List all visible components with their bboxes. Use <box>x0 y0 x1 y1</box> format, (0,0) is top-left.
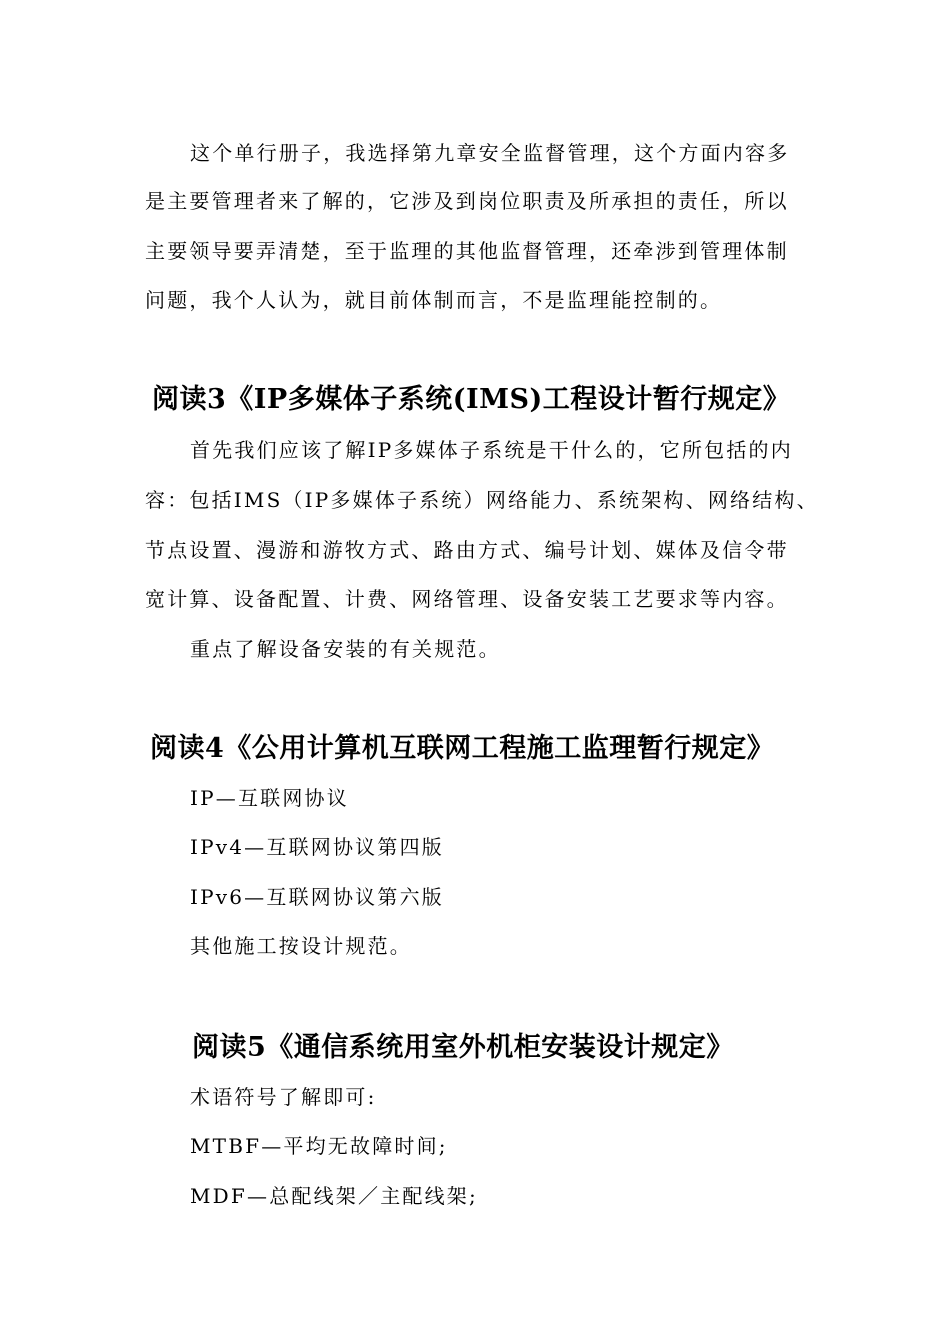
section-4-line-3: IPv6—互联网协议第六版 <box>190 885 444 909</box>
intro-line-4: 问题，我个人认为，就目前体制而言，不是监理能控制的。 <box>145 288 723 312</box>
intro-line-3: 主要领导要弄清楚，至于监理的其他监督管理，还牵涉到管理体制 <box>145 239 789 263</box>
section-4-heading: 阅读4《公用计算机互联网工程施工监理暂行规定》 <box>150 733 775 764</box>
section-5-heading: 阅读5《通信系统用室外机柜安装设计规定》 <box>192 1032 734 1063</box>
section-4-line-1: IP—互联网协议 <box>190 786 349 810</box>
section-3-heading: 阅读3《IP多媒体子系统(IMS)工程设计暂行规定》 <box>152 384 791 415</box>
section-3-line-3: 节点设置、漫游和游牧方式、路由方式、编号计划、媒体及信令带 <box>145 538 789 562</box>
section-5-line-3: MDF—总配线架／主配线架; <box>190 1184 478 1208</box>
section-3-line-5: 重点了解设备安装的有关规范。 <box>190 637 501 661</box>
section-3-line-1: 首先我们应该了解IP多媒体子系统是干什么的，它所包括的内 <box>190 438 793 462</box>
section-4-line-2: IPv4—互联网协议第四版 <box>190 835 444 859</box>
section-5-line-2: MTBF—平均无故障时间; <box>190 1134 448 1158</box>
section-4-line-4: 其他施工按设计规范。 <box>190 934 412 958</box>
section-3-line-4: 宽计算、设备配置、计费、网络管理、设备安装工艺要求等内容。 <box>145 587 789 611</box>
section-3-line-2: 容：包括IMS（IP多媒体子系统）网络能力、系统架构、网络结构、 <box>145 488 819 512</box>
intro-line-1: 这个单行册子，我选择第九章安全监督管理，这个方面内容多 <box>190 141 790 165</box>
intro-line-2: 是主要管理者来了解的，它涉及到岗位职责及所承担的责任，所以 <box>145 189 789 213</box>
section-5-line-1: 术语符号了解即可: <box>190 1085 377 1109</box>
